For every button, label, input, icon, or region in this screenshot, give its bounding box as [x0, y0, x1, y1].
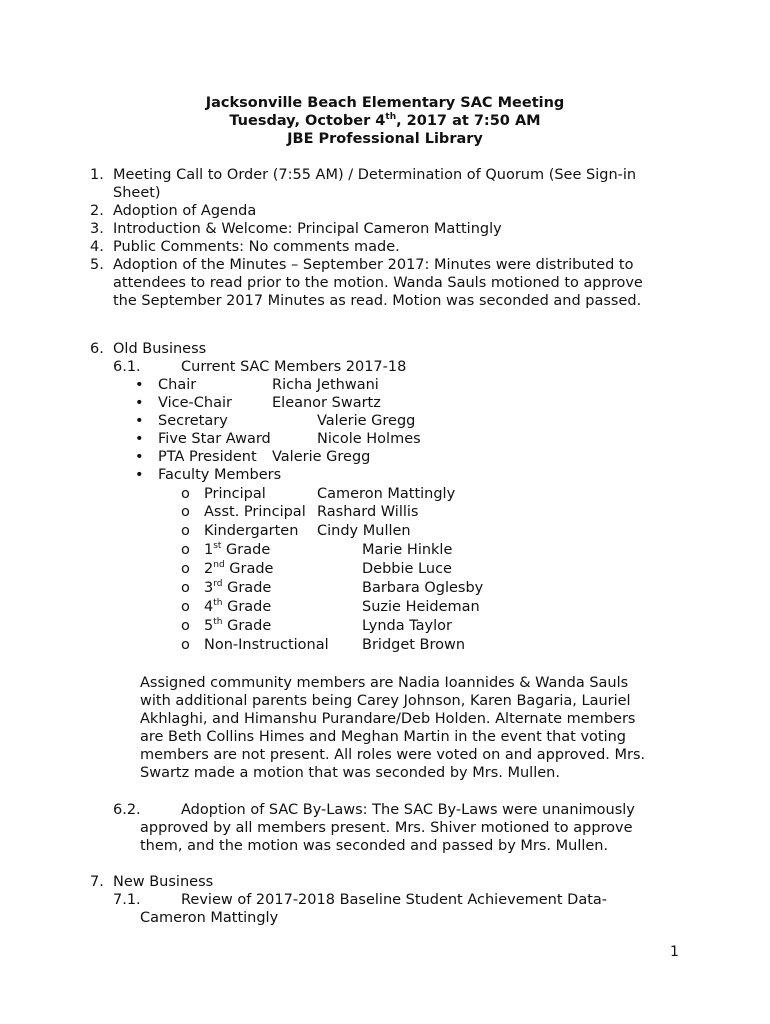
- item-text: attendees to read prior to the motion. Wanda Sauls motioned to approve: [113, 275, 643, 291]
- faculty-role: Principal: [204, 486, 266, 502]
- faculty-name: Suzie Heideman: [362, 599, 480, 615]
- faculty-name: Debbie Luce: [362, 561, 452, 577]
- page-number: 1: [670, 944, 679, 960]
- faculty-role: Non-Instructional: [204, 637, 329, 653]
- faculty-name: Cindy Mullen: [317, 523, 411, 539]
- paragraph-line: approved by all members present. Mrs. Shiver motioned to approve: [140, 820, 633, 836]
- sub-bullet: o: [181, 561, 190, 577]
- paragraph-line: them, and the motion was seconded and passed by Mrs. Mullen.: [140, 838, 609, 854]
- item-number: 2.: [90, 203, 104, 219]
- faculty-role: 3rd Grade: [204, 579, 272, 596]
- bullet: •: [135, 413, 144, 429]
- sub-bullet: o: [181, 599, 190, 615]
- member-role: Vice-Chair: [158, 395, 232, 411]
- member-name: Richa Jethwani: [272, 377, 379, 393]
- member-role: Five Star Award: [158, 431, 271, 447]
- meeting-date: Tuesday, October 4th, 2017 at 7:50 AM: [229, 112, 541, 129]
- paragraph-line: members are not present. All roles were voted on and approved. Mrs.: [140, 747, 646, 763]
- item-text: the September 2017 Minutes as read. Motion was seconded and passed.: [113, 293, 642, 309]
- item-number: 3.: [90, 221, 104, 237]
- sub-bullet: o: [181, 542, 190, 558]
- bullet: •: [135, 467, 144, 483]
- item-number: 7.: [90, 874, 104, 890]
- section-heading: Old Business: [113, 341, 207, 357]
- faculty-role: 4th Grade: [204, 598, 272, 615]
- bullet: •: [135, 449, 144, 465]
- item-text: Adoption of Agenda: [113, 203, 257, 219]
- paragraph-line: Swartz made a motion that was seconded by Mrs. Mullen.: [140, 765, 560, 781]
- member-role: Secretary: [158, 413, 228, 429]
- faculty-role: Kindergarten: [204, 523, 299, 539]
- bullet: •: [135, 431, 144, 447]
- meeting-location: JBE Professional Library: [287, 131, 483, 147]
- sub-bullet: o: [181, 637, 190, 653]
- sub-bullet: o: [181, 486, 190, 502]
- item-text: Sheet): [113, 185, 161, 201]
- faculty-name: Rashard Willis: [317, 504, 419, 520]
- faculty-role: 1st Grade: [204, 541, 271, 558]
- paragraph-line: Cameron Mattingly: [140, 910, 279, 926]
- member-name: Nicole Holmes: [317, 431, 421, 447]
- subsection-number: 6.2.: [113, 802, 141, 818]
- member-role: Chair: [158, 377, 197, 393]
- paragraph-line: Assigned community members are Nadia Ioannides & Wanda Sauls: [140, 675, 629, 691]
- faculty-name: Bridget Brown: [362, 637, 466, 653]
- faculty-name: Barbara Oglesby: [362, 580, 484, 596]
- section-heading: New Business: [113, 874, 214, 890]
- item-number: 1.: [90, 167, 104, 183]
- document-title: Jacksonville Beach Elementary SAC Meeting: [205, 95, 565, 111]
- paragraph-line: Adoption of SAC By-Laws: The SAC By-Laws were unanimously: [181, 802, 635, 818]
- item-text: Adoption of the Minutes – September 2017: Minutes were distributed to: [113, 257, 634, 273]
- paragraph-line: Akhlaghi, and Himanshu Purandare/Deb Holden. Alternate members: [140, 711, 636, 727]
- paragraph-line: are Beth Collins Himes and Meghan Martin in the event that voting: [140, 729, 627, 745]
- faculty-name: Lynda Taylor: [362, 618, 453, 634]
- faculty-role: Asst. Principal: [204, 504, 306, 520]
- bullet: •: [135, 377, 144, 393]
- sub-bullet: o: [181, 504, 190, 520]
- paragraph-line: with additional parents being Carey Johnson, Karen Bagaria, Lauriel: [140, 693, 631, 709]
- member-name: Valerie Gregg: [317, 413, 416, 429]
- sub-bullet: o: [181, 523, 190, 539]
- item-number: 5.: [90, 257, 104, 273]
- item-text: Public Comments: No comments made.: [113, 239, 400, 255]
- subsection-title: Current SAC Members 2017-18: [181, 359, 407, 375]
- item-number: 4.: [90, 239, 104, 255]
- member-role: Faculty Members: [158, 467, 282, 483]
- member-role: PTA President: [158, 449, 257, 465]
- item-text: Introduction & Welcome: Principal Cameron Mattingly: [113, 221, 502, 237]
- faculty-role: 2nd Grade: [204, 560, 274, 577]
- paragraph-line: Review of 2017-2018 Baseline Student Achievement Data-: [181, 892, 608, 908]
- item-text: Meeting Call to Order (7:55 AM) / Determination of Quorum (See Sign-in: [113, 167, 637, 183]
- member-name: Eleanor Swartz: [272, 395, 381, 411]
- bullet: •: [135, 395, 144, 411]
- sub-bullet: o: [181, 580, 190, 596]
- subsection-number: 6.1.: [113, 359, 141, 375]
- sub-bullet: o: [181, 618, 190, 634]
- item-number: 6.: [90, 341, 104, 357]
- faculty-role: 5th Grade: [204, 617, 272, 634]
- member-name: Valerie Gregg: [272, 449, 371, 465]
- faculty-name: Cameron Mattingly: [317, 486, 456, 502]
- faculty-name: Marie Hinkle: [362, 542, 453, 558]
- subsection-number: 7.1.: [113, 892, 141, 908]
